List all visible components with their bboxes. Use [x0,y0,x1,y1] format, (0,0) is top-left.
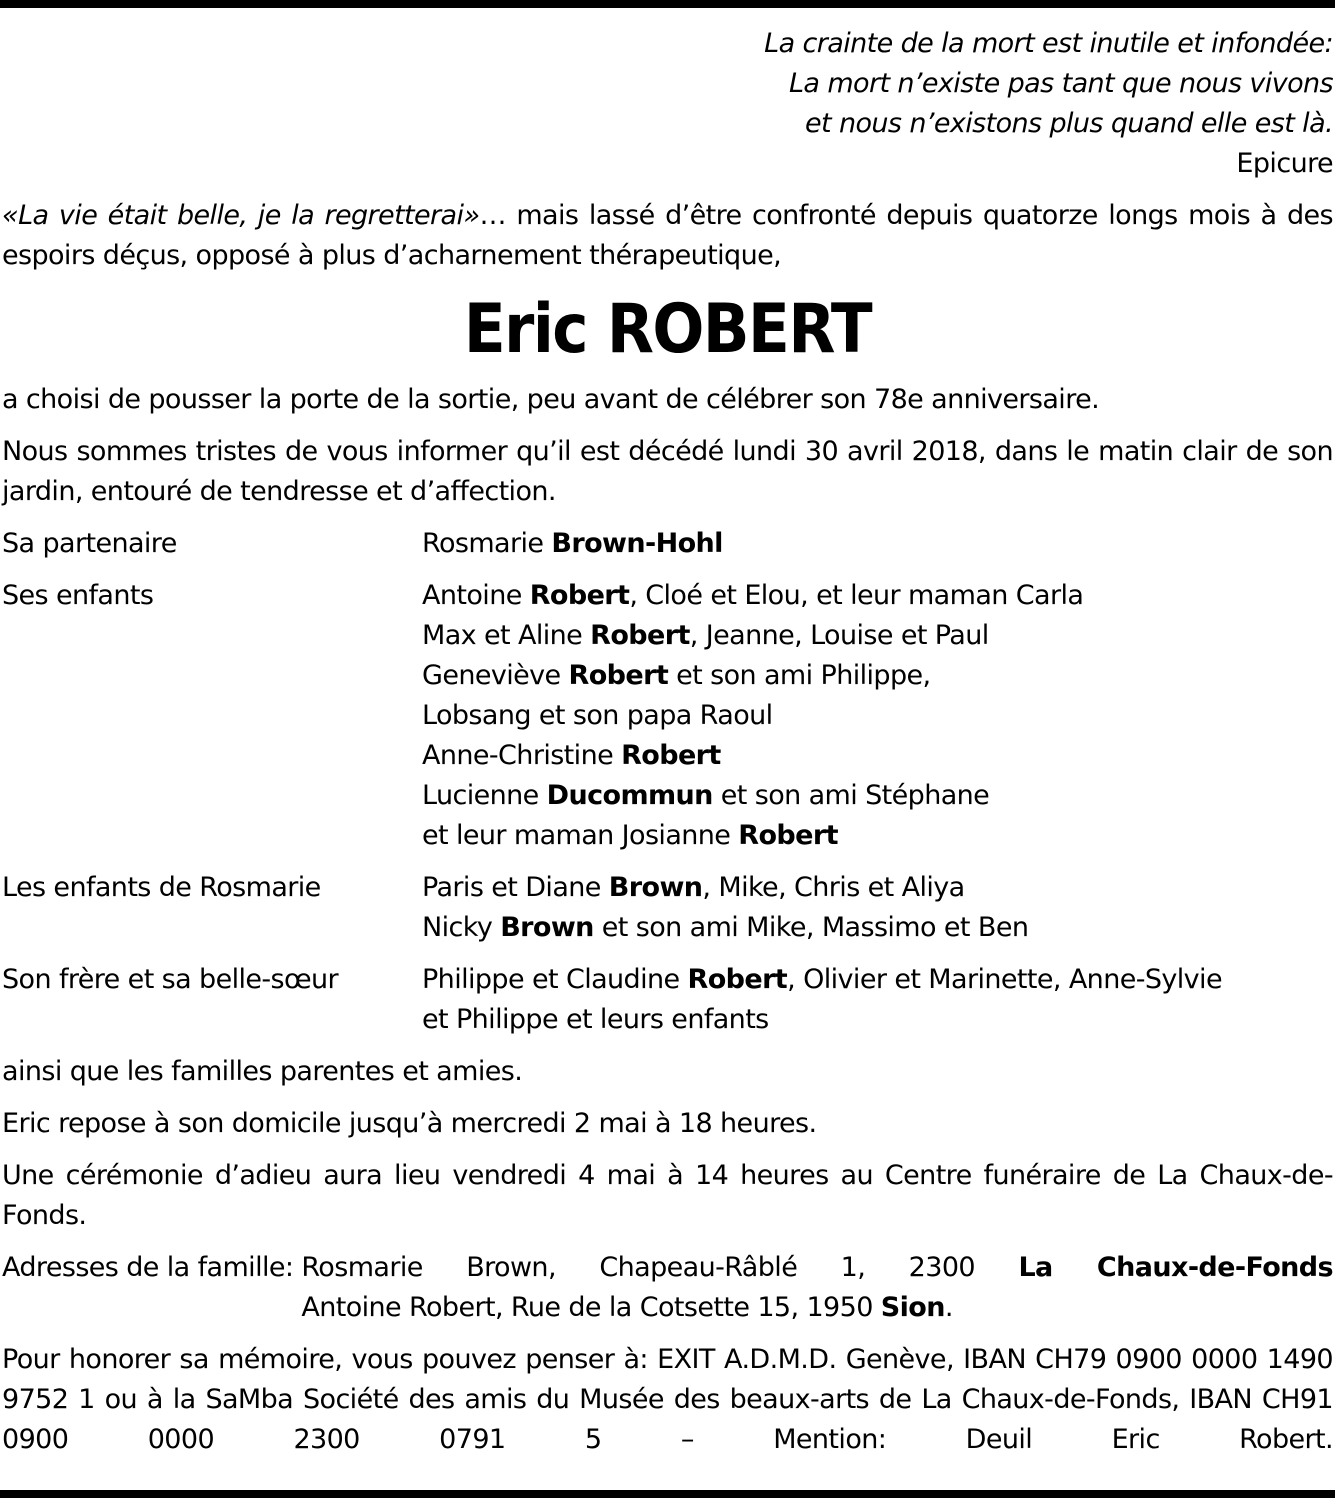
family-label: Ses enfants [2,580,154,611]
family-row [2,868,1333,948]
announcement: a choisi de pousser la porte de la sortie, peu avant de célébrer son 78e anniversaire. [2,384,1100,415]
intro-text: … mais lassé d’être confronté depuis quatorze longs mois à des espoirs déçus, opposé à plus d’acharnement thérapeutique, [2,200,1333,271]
family-member: et leur maman Josianne Robert [422,820,838,851]
family-member: Antoine Robert, Cloé et Elou, et leur maman Carla [422,580,1084,611]
death-notice: Nous sommes tristes de vous informer qu’il est décédé lundi 30 avril 2018, dans le matin clair de son jardin, entouré de tendresse et d’affection. [2,436,1333,507]
epigraph-line: et nous n’existons plus quand elle est là. [804,108,1333,139]
family-member: Max et Aline Robert, Jeanne, Louise et Paul [422,620,989,651]
family-label: Les enfants de Rosmarie [2,872,321,903]
family-members [422,524,1333,564]
epigraph-author: Epicure [1236,148,1333,179]
epigraph-line: La mort n’existe pas tant que nous vivons [788,68,1333,99]
epigraph [2,24,1333,184]
family-row [2,576,1333,856]
relatives-line: ainsi que les familles parentes et amies. [2,1056,523,1087]
family-member: Nicky Brown et son ami Mike, Massimo et Ben [422,912,1029,943]
address-line: Antoine Robert, Rue de la Cotsette 15, 1950 Sion. [301,1292,953,1323]
family-members [422,960,1333,1040]
viewing-info: Eric repose à son domicile jusqu’à mercredi 2 mai à 18 heures. [2,1108,817,1139]
family-member: Paris et Diane Brown, Mike, Chris et Aliya [422,872,965,903]
family-label: Son frère et sa belle-sœur [2,964,339,995]
addresses-label: Adresses de la famille: [2,1252,302,1283]
donation-info: Pour honorer sa mémoire, vous pouvez penser à: EXIT A.D.M.D. Genève, IBAN CH79 0900 0000 1490 9752 1 ou à la SaMba Société des amis du Musée des beaux-arts de La Chaux-de-Fonds, IBAN CH91 0900 0000 2300 0791 5 – Mention: Deuil Eric Robert. [2,1344,1333,1455]
bottom-rule [0,1490,1335,1498]
family-member: Geneviève Robert et son ami Philippe, [422,660,931,691]
obituary-notice [2,24,1333,1460]
family-row [2,960,1333,1040]
intro-quote: «La vie était belle, je la regretterai» [2,200,480,231]
family-members [422,576,1333,856]
family-member: Lobsang et son papa Raoul [422,700,773,731]
family-row [2,524,1333,564]
epigraph-line: La crainte de la mort est inutile et infondée: [764,28,1333,59]
family-member: Philippe et Claudine Robert, Olivier et Marinette, Anne-Sylvie [422,964,1222,995]
addresses-list [301,1248,1333,1328]
intro-paragraph [2,196,1333,276]
family-member: et Philippe et leurs enfants [422,1004,769,1035]
family-label: Sa partenaire [2,528,177,559]
family-member: Lucienne Ducommun et son ami Stéphane [422,780,990,811]
address-line: Rosmarie Brown, Chapeau-Râblé 1, 2300 La Chaux-de-Fonds [301,1252,1333,1283]
family-list [2,524,1333,1040]
family-member: Rosmarie Brown-Hohl [422,528,723,559]
ceremony-info: Une cérémonie d’adieu aura lieu vendredi 4 mai à 14 heures au Centre funéraire de La Chaux-de-Fonds. [2,1160,1333,1231]
deceased-name: Eric ROBERT [463,290,872,369]
family-member: Anne-Christine Robert [422,740,721,771]
family-addresses [2,1248,1333,1328]
top-rule [0,0,1335,8]
family-members [422,868,1333,948]
